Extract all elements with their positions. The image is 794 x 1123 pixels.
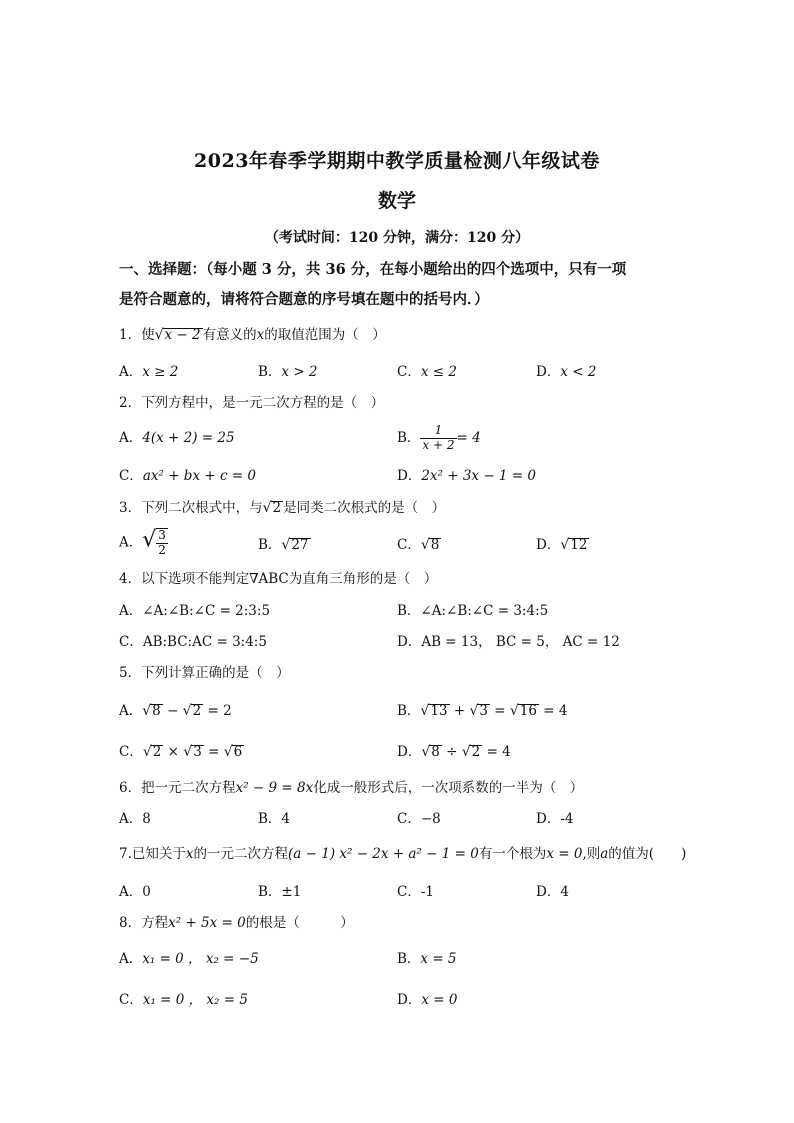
question-3-stem: 3．下列二次根式中，与√2 是同类二次根式的是（ ）	[119, 500, 446, 516]
q7-option-a[interactable]: A．0	[119, 884, 151, 900]
q4-option-d[interactable]: D．AB = 13， BC = 5， AC = 12	[397, 634, 620, 650]
question-2-stem: 2．下列方程中，是一元二次方程的是（ ）	[119, 395, 385, 411]
q6-option-b[interactable]: B．4	[258, 811, 291, 827]
q5-option-c[interactable]: C．√2 × √3 = √6	[119, 744, 243, 760]
question-5-stem: 5．下列计算正确的是（ ）	[119, 665, 290, 681]
q2-option-b[interactable]: B． $\frac{1}{x + 2}$ = 4	[397, 423, 481, 452]
q7-option-d[interactable]: D．4	[536, 884, 569, 900]
question-6-stem: 6．把一元二次方程x² − 9 = 8x化成一般形式后，一次项系数的一半为（ ）	[119, 780, 584, 796]
q1-option-b[interactable]: B．x > 2	[258, 364, 318, 380]
q2-option-c[interactable]: C．ax² + bx + c = 0	[119, 468, 257, 484]
q3-option-b[interactable]: B．√27	[258, 537, 309, 553]
q6-option-d[interactable]: D．-4	[536, 811, 574, 827]
q3-option-a[interactable]: A．√ $\frac{3}{2}$	[119, 527, 166, 557]
q5-option-b[interactable]: B．√13 + √3 = √16 = 4	[397, 703, 568, 719]
fraction: $\frac{1}{x + 2}$	[422, 423, 455, 452]
q3-option-d[interactable]: D．√12	[536, 537, 588, 553]
q2-option-a[interactable]: A．4(x + 2) = 25	[119, 430, 235, 446]
q1-option-d[interactable]: D．x < 2	[536, 364, 597, 380]
q5-option-d[interactable]: D．√8 ÷ √2 = 4	[397, 744, 511, 760]
q5-option-a[interactable]: A．√8 − √2 = 2	[119, 703, 232, 719]
question-7-stem: 7.已知关于x的一元二次方程(a − 1) x² − 2x + a² − 1 = 0有一个根为x = 0,则a的值为( )	[119, 846, 687, 862]
section-instructions-line1: 一、选择题：（每小题 3 分，共 36 分，在每小题给出的四个选项中，只有一项	[119, 261, 627, 278]
question-4-stem: 4．以下选项不能判定∇ABC为直角三角形的是（ ）	[119, 571, 438, 587]
question-1-stem: 1．使√x − 2 有意义的x的取值范围为（ ）	[119, 327, 386, 343]
q1-option-c[interactable]: C．x ≤ 2	[397, 364, 457, 380]
q7-option-b[interactable]: B．±1	[258, 884, 302, 900]
q8-option-a[interactable]: A．x₁ = 0 ， x₂ = −5	[119, 951, 259, 967]
q8-option-b[interactable]: B．x = 5	[397, 951, 457, 967]
exam-title: 2023年春季学期期中教学质量检测八年级试卷	[194, 150, 600, 172]
q4-option-c[interactable]: C．AB:BC:AC = 3:4:5	[119, 634, 267, 650]
radicand: x − 2	[164, 327, 201, 343]
q8-option-c[interactable]: C．x₁ = 0 ， x₂ = 5	[119, 992, 248, 1008]
q7-option-c[interactable]: C．-1	[397, 884, 434, 900]
q4-option-b[interactable]: B．∠A:∠B:∠C = 3:4:5	[397, 603, 549, 619]
q4-option-a[interactable]: A．∠A:∠B:∠C = 2:3:5	[119, 603, 271, 619]
exam-info: （考试时间：120 分钟，满分：120 分）	[264, 230, 530, 246]
q1-option-a[interactable]: A．x ≥ 2	[119, 364, 179, 380]
q2-option-d[interactable]: D．2x² + 3x − 1 = 0	[397, 468, 537, 484]
q8-option-d[interactable]: D．x = 0	[397, 992, 458, 1008]
q6-option-c[interactable]: C．−8	[397, 811, 441, 827]
question-8-stem: 8．方程x² + 5x = 0的根是（ ）	[119, 915, 354, 931]
q6-option-a[interactable]: A．8	[119, 811, 151, 827]
subject-title: 数学	[377, 190, 416, 212]
section-instructions-line2: 是符合题意的，请将符合题意的序号填在题中的括号内．）	[119, 291, 489, 308]
q3-option-c[interactable]: C．√8	[397, 537, 440, 553]
